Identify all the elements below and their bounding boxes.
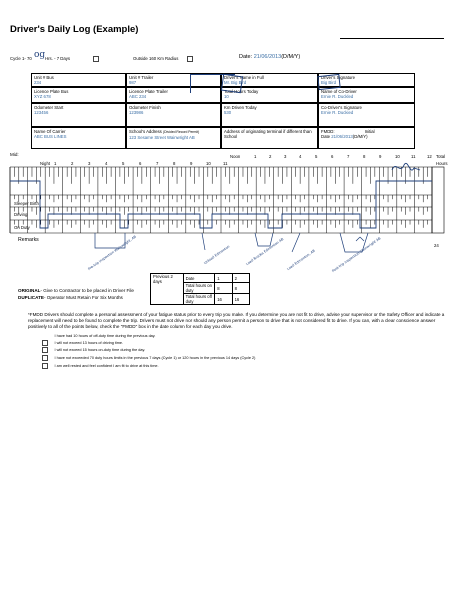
on-duty-value[interactable]: 8 [215, 283, 232, 294]
checkbox[interactable] [42, 355, 48, 361]
remark-bracket [356, 237, 364, 241]
odometer-start-cell[interactable]: Odometer Start 123456 [31, 103, 126, 127]
hour-label: 3 [284, 154, 287, 159]
row-label-sleeper: Sleeper Birth [14, 201, 39, 206]
hour-label: 11 [223, 161, 228, 166]
col-header: 2 [232, 274, 249, 283]
checklist-item[interactable]: I will not exceed 15 hours on-duty time during the day. [42, 347, 145, 353]
prev-days-label: Previous 2 days [151, 274, 184, 305]
total-hours-cell[interactable]: Total Hours Today 10 [221, 87, 318, 103]
remark-note: Post-trip inspection Wainwright AB [331, 236, 382, 274]
radius-label: Outside 160 Km Radius [133, 56, 179, 61]
unit-bus-cell[interactable]: Unit # Bus 234 [31, 73, 126, 87]
driver-signature-cell[interactable]: Driver's Signature Big Bird [318, 73, 415, 87]
hour-label: 2 [269, 154, 272, 159]
remark-note: Load Edmonton, AB [286, 248, 316, 272]
duplicate-copy-note: DUPLICATE- Operator Must Retain For Six Months [18, 295, 123, 300]
remark-bracket [292, 233, 300, 252]
hour-label: 5 [315, 154, 318, 159]
hour-label: 5 [122, 161, 125, 166]
remarks-label: Remarks [18, 237, 39, 243]
table-row [151, 274, 250, 283]
hour-label: 4 [105, 161, 108, 166]
col-header: 1 [215, 274, 232, 283]
hour-label: 11 [411, 154, 416, 159]
hour-label: 7 [156, 161, 159, 166]
codriver-signature-cell[interactable]: Co-Driver's Signature Ernie R. Duckied [318, 103, 415, 127]
fmdd-cell[interactable]: FMDD: Initial Date 21/06/2013(D/M/Y) [318, 127, 415, 149]
total-24: 24 [434, 243, 439, 248]
plate-bus-cell[interactable]: Licence Plate Bus XYZ 678 [31, 87, 126, 103]
cycle-hrs: Hrs. - 7 Days [45, 56, 71, 61]
plate-trailer-cell[interactable]: Licence Plate Trailer ABC 234 [126, 87, 221, 103]
date-format: (D/M/Y) [281, 54, 301, 60]
hour-label: 12 [427, 154, 432, 159]
hour-label: 1 [54, 161, 57, 166]
page-title: Driver's Daily Log (Example) [10, 24, 139, 35]
date-label: Date: [239, 54, 253, 60]
fmdd-note: *FMDD Drivers should complete a personal assessment of your fatigue status prior to every trip you make. If you determine you are not fit to drive, advise your supervisor or the Safety Officer and indicate a replacement will need to be found to complete the trip. Drivers must not drive nor should any person permit a person to drive that is not considered fit to drive. If you can, with a clear conscience answer positively to all of the points below, check the "FMDD" box in the date column for each day you drive. [28, 312, 445, 330]
off-duty-value[interactable]: 16 [232, 294, 249, 305]
unit-trailer-cell[interactable]: Unit # Trailer 987 [126, 73, 221, 87]
hour-label: 9 [190, 161, 193, 166]
hour-label: 3 [88, 161, 91, 166]
driver-name-cell[interactable]: Driver's Name in Full Mr. Big Bird [221, 73, 318, 87]
checkbox[interactable] [42, 347, 48, 353]
remark-bracket [202, 233, 205, 250]
hours-label: Hours [436, 161, 448, 166]
carrier-cell[interactable]: Name Of Carrier ABC BUS LINES [31, 127, 126, 149]
hours-summary-table [150, 273, 250, 305]
cycle-mark: og [34, 50, 46, 60]
noon-label: Noon [230, 154, 241, 159]
hour-label: 2 [71, 161, 74, 166]
cycle-label: Cycle 1- 70 [10, 56, 32, 61]
on-duty-value[interactable]: 8 [232, 283, 249, 294]
km-driven-cell[interactable]: Km Driven Today 530 [221, 103, 318, 127]
checklist-item[interactable]: I am well rested and feel confident I am fit to drive at this time. [42, 363, 159, 369]
checklist-item[interactable]: I have not exceeded 70 duty hours limits in the previous 7 days (Cycle 1) or 120 hours in the previous 14 days (Cycle 2) [42, 355, 255, 361]
hour-label: 6 [139, 161, 142, 166]
hour-label: 9 [379, 154, 382, 159]
remark-note: Load Brooks Edmonton AB [245, 237, 285, 267]
on-duty-label: Total hours on duty [183, 283, 215, 294]
date-value[interactable]: 21/06/2013 [253, 54, 282, 60]
off-duty-value[interactable]: 16 [215, 294, 232, 305]
school-address-cell[interactable]: School's Address (Divided Record Permit) 123 Sesame Street Wainwright AB [126, 127, 221, 149]
checkbox[interactable] [42, 340, 48, 346]
mid-label: Mid: [10, 152, 19, 157]
hour-label: 1 [254, 154, 257, 159]
hour-label: 10 [206, 161, 211, 166]
hour-label: 4 [299, 154, 302, 159]
date-header: Date [183, 274, 215, 283]
checkbox[interactable] [42, 363, 48, 369]
hour-label: 6 [331, 154, 334, 159]
odometer-finish-cell[interactable]: Odometer Finish 123986 [126, 103, 221, 127]
original-copy-note: ORIGINAL- Give to Contractor to be placed in Driver File [18, 288, 134, 293]
remark-note: Pre-trip inspection Wainwright, AB [87, 234, 137, 272]
off-duty-label: Total hours off duty [183, 294, 215, 305]
remark-note: Unload Edmonton [203, 244, 231, 266]
hour-label: 7 [347, 154, 350, 159]
hour-label: 10 [395, 154, 400, 159]
total-label: Total [436, 154, 446, 159]
checklist-item[interactable]: I have had 10 hours of off-duty time during the previous day. [54, 333, 156, 338]
codriver-name-cell[interactable]: Name of Co-Driver Ernie R. Duckled [318, 87, 415, 103]
hour-label: 8 [173, 161, 176, 166]
total-hours-box [432, 167, 444, 233]
row-label-on-duty: On Duty [14, 225, 30, 230]
checklist-item[interactable]: I will not exceed 13 hours of driving time. [42, 340, 123, 346]
hour-label: 8 [363, 154, 366, 159]
terminal-address-cell[interactable]: Address of originating terminal if different than School [221, 127, 318, 149]
row-label-driving: Driving [14, 212, 28, 217]
night-label: Night [40, 161, 51, 166]
